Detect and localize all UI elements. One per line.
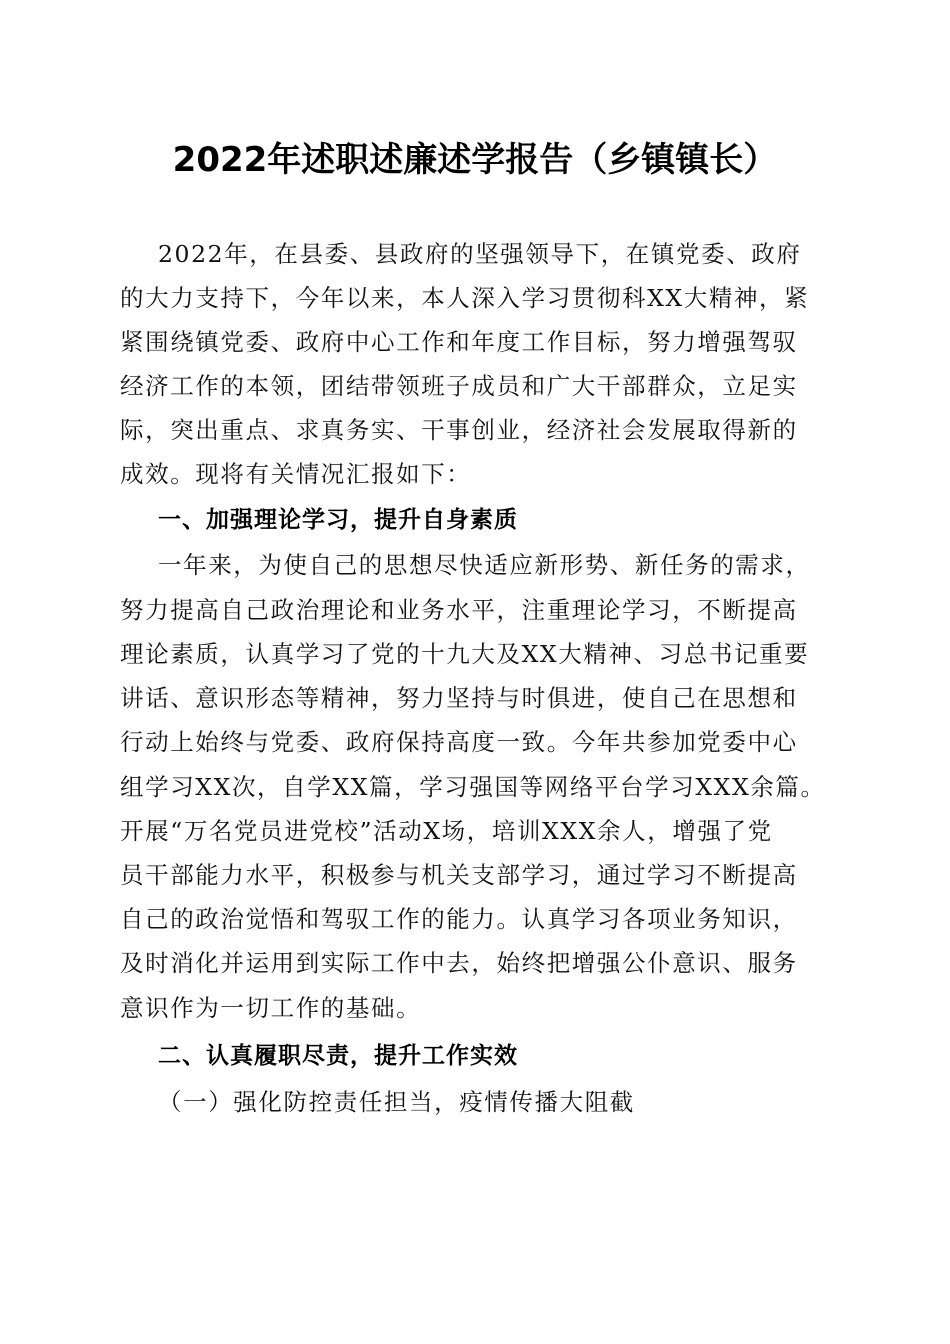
section-2-subheading: （一）强化防控责任担当，疫情传播大阻截	[158, 1088, 635, 1116]
intro-line-2: 的大力支持下，今年以来，本人深入学习贯彻科XX大精神，紧	[120, 284, 810, 312]
section-1-line-10: 及时消化并运用到实际工作中去，始终把增强公仆意识、服务	[120, 949, 798, 977]
intro-line-6: 成效。现将有关情况汇报如下：	[120, 460, 472, 488]
section-1-line-8: 员干部能力水平，积极参与机关支部学习，通过学习不断提高	[120, 861, 798, 889]
section-1-line-9: 自己的政治觉悟和驾驭工作的能力。认真学习各项业务知识，	[120, 905, 798, 933]
section-1-line-1: 一年来，为使自己的思想尽快适应新形势、新任务的需求，	[158, 551, 811, 579]
section-1-line-6: 组学习XX次，自学XX篇，学习强国等网络平台学习XXX余篇。	[120, 773, 826, 801]
document-title: 2022年述职述廉述学报告（乡镇镇长）	[172, 140, 778, 180]
section-1-line-7: 开展“万名党员进党校”活动X场，培训XXX余人，增强了党	[120, 817, 773, 845]
section-1-heading: 一、加强理论学习，提升自身素质	[158, 507, 518, 533]
section-1-line-11: 意识作为一切工作的基础。	[120, 994, 422, 1022]
section-1-line-2: 努力提高自己政治理论和业务水平，注重理论学习，不断提高	[120, 596, 798, 624]
section-1-line-3: 理论素质，认真学习了党的十九大及XX大精神、习总书记重要	[120, 640, 810, 668]
section-2-heading: 二、认真履职尽责，提升工作实效	[158, 1043, 518, 1069]
intro-line-4: 经济工作的本领，团结带领班子成员和广大干部群众，立足实	[120, 372, 798, 400]
intro-line-5: 际，突出重点、求真务实、干事创业，经济社会发展取得新的	[120, 416, 798, 444]
section-1-line-5: 行动上始终与党委、政府保持高度一致。今年共参加党委中心	[120, 728, 798, 756]
section-1-line-4: 讲话、意识形态等精神，努力坚持与时俱进，使自己在思想和	[120, 684, 798, 712]
intro-line-3: 紧围绕镇党委、政府中心工作和年度工作目标，努力增强驾驭	[120, 328, 798, 356]
intro-line-1: 2022年，在县委、县政府的坚强领导下，在镇党委、政府	[158, 240, 802, 268]
